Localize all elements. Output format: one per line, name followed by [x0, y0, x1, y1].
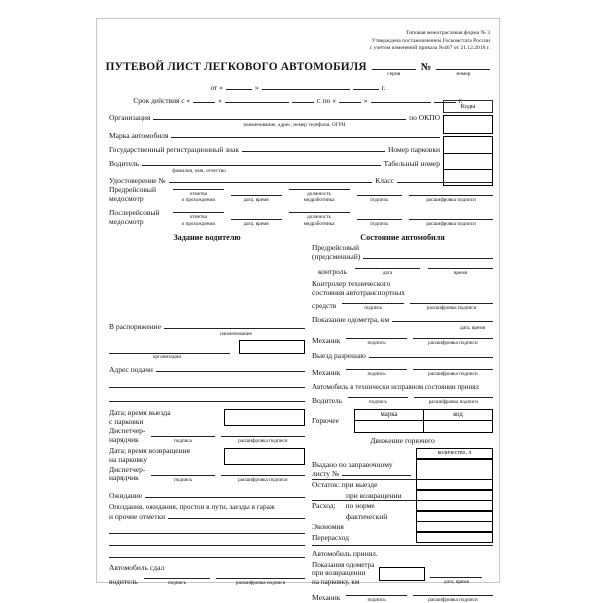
good-condition-label: Автомобиль в технически исправном состоянии принял — [312, 382, 479, 391]
disposal-label: В распоряжение — [109, 322, 162, 331]
blank-line — [346, 364, 406, 370]
date-from-label: от « — [210, 83, 223, 92]
exam-position-label: должность медработника — [303, 214, 335, 227]
fuel-overuse-row — [312, 533, 493, 544]
datetime-label: дата, время — [443, 579, 469, 586]
car-accepted-label: Автомобиль принял. — [312, 549, 378, 559]
fuel-cell — [416, 531, 493, 543]
class-label: Класс — [375, 176, 394, 185]
license-label: Удостоверение № — [109, 176, 166, 185]
signature-name-field — [413, 364, 493, 377]
car-brand-label: Марка автомобиля — [109, 131, 169, 140]
exam-mark-label: отметка о прохождении — [181, 214, 216, 227]
blank-line — [339, 96, 361, 103]
fuel-actual-label: фактический — [346, 511, 388, 521]
controller-label-line1: Контролер технического — [312, 278, 391, 288]
departure-allowed-row — [312, 351, 493, 360]
blank-space — [109, 246, 305, 322]
fuel-code-cell — [423, 420, 492, 432]
okpo-code-box — [443, 115, 493, 134]
mechanic-signature-row — [312, 364, 493, 377]
exam-datetime-label: дата, время — [243, 197, 269, 204]
note-line-1: Типовая межотраслевая форма № 3 — [405, 30, 490, 36]
number-blank — [436, 61, 490, 77]
quantity-header-cell: количество, л — [416, 448, 493, 460]
org-hint: организации — [152, 353, 182, 360]
signature-label: подпись — [364, 304, 383, 311]
fuel-overuse-label: Перерасход — [312, 532, 349, 542]
signature-field — [346, 333, 406, 346]
pre-shift-word: (предсменный) — [312, 252, 361, 262]
blank-line — [410, 298, 493, 304]
datetime-label: дата, время — [459, 325, 485, 332]
signature-field — [348, 392, 408, 405]
driver-task-header: Задание водителю — [173, 233, 241, 242]
disposal-row — [109, 322, 305, 331]
blank-line — [173, 207, 224, 213]
signature-label: подпись — [174, 476, 193, 483]
blank-line — [363, 252, 493, 259]
fuel-issued-row — [312, 460, 493, 481]
organization-label: Организация — [109, 113, 151, 122]
blank-line — [145, 491, 305, 498]
blank-line — [164, 322, 305, 329]
pre-trip-word2: медосмотр — [109, 193, 144, 203]
blank-line — [109, 545, 305, 546]
datetime-field — [430, 572, 482, 585]
blank-line — [109, 347, 230, 354]
signature-label: подпись — [370, 197, 389, 204]
blank-line — [153, 113, 406, 120]
parking-number-label: Номер парковки — [387, 145, 440, 154]
exam-signature-field — [357, 190, 403, 203]
form-title: ПУТЕВОЙ ЛИСТ ЛЕГКОВОГО АВТОМОБИЛЯ — [105, 61, 367, 73]
fuel-brand-header: марка — [380, 410, 398, 418]
blank-line — [216, 573, 305, 579]
post-trip-word2: медосмотр — [109, 217, 144, 227]
car-handed-label: Автомобиль сдал — [109, 562, 165, 572]
org-line-row — [109, 340, 305, 354]
departure-allowed-label: Выезд разрешаю — [312, 351, 366, 361]
controller-label-line2: состояния автотранспортных — [312, 288, 405, 298]
fuel-grid-value-row — [355, 420, 492, 432]
blank-line — [109, 387, 305, 388]
driver-accept-signature-row — [312, 392, 493, 405]
driver-hint: фамилия, имя, отчество — [172, 168, 226, 174]
signature-field — [346, 590, 406, 603]
time-field — [428, 263, 493, 276]
departure-datetime-box — [224, 409, 305, 426]
quote-close: » — [218, 96, 222, 105]
date-field — [355, 263, 420, 276]
signature-name-label: расшифровка подписи — [426, 220, 476, 227]
organization-row — [109, 113, 440, 122]
delays-note-label: и прочие отметки — [109, 512, 166, 522]
personnel-number-label: Табельный номер — [383, 159, 440, 168]
blank-line — [289, 184, 350, 190]
signature-name-label: расшифровка подписи — [238, 438, 288, 445]
blank-line — [109, 533, 305, 534]
post-trip-exam-label — [109, 209, 166, 227]
signature-name-field — [221, 470, 305, 483]
return-datetime-box — [224, 448, 305, 465]
blank-line — [369, 351, 493, 358]
odometer-label: Показание одометра, км — [312, 314, 390, 324]
dispatcher-signature-row — [109, 427, 305, 444]
validity-row — [97, 96, 499, 105]
blank-line — [413, 590, 493, 596]
pre-trip-exam-row — [109, 184, 493, 203]
fuel-economy-label: Экономия — [312, 522, 344, 532]
signature-name-field — [413, 590, 493, 603]
plate-label: Государственный регистрационный знак — [109, 145, 240, 154]
number-label: номер — [456, 71, 471, 77]
dispatcher-label: Диспетчер- нарядчик — [109, 464, 146, 483]
blank-line — [173, 184, 224, 190]
blank-line — [151, 470, 214, 476]
fuel-issued-label: Выдано по заправочному листу № — [312, 460, 416, 481]
dispatcher-label: Диспетчер- нарядчик — [109, 426, 146, 444]
exam-signature-name-field — [409, 214, 493, 227]
fuel-brand-cell — [355, 420, 423, 432]
year-label: г. — [458, 96, 463, 105]
pre-trip-exam-label — [109, 186, 166, 204]
blank-line — [355, 263, 420, 269]
form-approval-notes — [370, 30, 490, 53]
signature-name-label: расшифровка подписи — [238, 476, 288, 483]
driver-label: Водитель — [109, 159, 140, 168]
blank-line — [392, 315, 493, 322]
address-label: Адрес подачи — [109, 364, 153, 374]
delays-note-line2 — [109, 512, 305, 521]
blank-line — [414, 392, 493, 398]
blank-line — [409, 214, 493, 220]
driver-signature-row — [109, 573, 305, 586]
blank-line — [372, 61, 416, 70]
blank-line — [348, 392, 408, 398]
blank-line — [292, 96, 314, 103]
blank-line — [169, 176, 373, 183]
validity-to-label: г. по « — [316, 96, 336, 105]
signature-name-field — [413, 333, 493, 346]
medical-exams-block — [109, 184, 493, 227]
organization-block — [109, 113, 440, 185]
blank-line — [346, 590, 406, 596]
blank-line — [342, 298, 404, 304]
exam-position-field — [289, 184, 350, 203]
blank-line — [156, 365, 305, 372]
control-label: контроль — [318, 266, 347, 276]
mechanic-label: Механик — [312, 593, 341, 603]
okpo-label: по ОКПО — [409, 113, 440, 122]
driver-label: Водитель — [312, 396, 343, 406]
signature-label: подпись — [174, 438, 193, 445]
blank-line — [357, 214, 403, 220]
departure-label: Дата; время выезда с парковки — [109, 407, 171, 426]
blank-line — [231, 214, 282, 220]
driver-task-column — [109, 246, 305, 586]
mechanic-label: Механик — [312, 368, 341, 378]
car-brand-row — [109, 131, 440, 140]
blank-line — [371, 96, 431, 103]
control-row — [312, 263, 493, 276]
departure-row — [109, 409, 305, 426]
note-line-2: Утверждена постановлением Госкомстата России — [371, 37, 490, 44]
pre-shift-label-line1: Предрейсовый — [312, 243, 359, 252]
blank-line — [413, 364, 493, 370]
blank-line — [109, 401, 305, 402]
return-odometer-label: Показания одометра при возвращении на парковку, км — [312, 560, 375, 587]
exam-signature-name-field — [409, 190, 493, 203]
controller-signature-row — [312, 298, 493, 311]
return-label: Дата; время возвращения на парковку — [109, 446, 191, 465]
signature-name-label: расшифровка подписи — [235, 580, 286, 587]
signature-name-field — [410, 298, 493, 311]
fuel-label: Горючее — [312, 416, 339, 426]
exam-datetime-field — [231, 190, 282, 203]
quote-close: » — [363, 96, 368, 105]
fuel-grid-header-row — [355, 410, 492, 420]
car-condition-header: Состояние автомобиля — [360, 233, 445, 242]
blank-line — [289, 207, 350, 213]
waiting-row — [109, 491, 305, 500]
fuel-consumption-label: Расход: по норме — [312, 501, 375, 511]
blank-line — [242, 145, 385, 152]
signature-field — [342, 298, 404, 311]
blank-line — [357, 190, 403, 196]
waiting-label: Ожидание — [109, 490, 143, 500]
signature-name-field — [221, 431, 305, 444]
mechanic-signature-row — [312, 333, 493, 346]
fuel-return-label: при возвращении — [312, 491, 416, 502]
fuel-brand-grid — [354, 409, 493, 433]
return-odometer-box — [379, 567, 425, 581]
fuel-remainder-label: Остаток: при выезде — [312, 480, 378, 490]
signature-label: подпись — [367, 596, 386, 603]
fuel-table — [312, 409, 493, 433]
code-cell-marka — [444, 137, 492, 153]
post-trip-exam-row — [109, 207, 493, 226]
blank-line — [397, 176, 493, 183]
signature-name-label: расшифровка подписи — [428, 371, 478, 378]
dispatcher-signature-row — [109, 466, 305, 483]
signature-field — [151, 431, 214, 444]
note-line-3: с учетом изменений приказа №467 от 21.12.2018 г. — [369, 45, 490, 52]
blank-line — [142, 159, 381, 166]
blank-line — [413, 333, 493, 339]
exam-position-field — [289, 207, 350, 226]
blank-line — [226, 83, 252, 90]
blank-line — [231, 190, 282, 196]
mechanic-label: Механик — [312, 336, 341, 346]
mechanic-signature-row — [312, 590, 493, 603]
signature-name-field — [414, 392, 493, 405]
signature-field — [346, 364, 406, 377]
signature-field — [144, 573, 211, 586]
signature-label: подпись — [367, 371, 386, 378]
date-label: дата — [382, 269, 393, 276]
blank-line — [144, 573, 211, 579]
blank-line — [262, 83, 350, 90]
address-row — [109, 365, 305, 374]
pre-shift-line2 — [312, 252, 493, 261]
blank-line — [109, 557, 305, 558]
signature-name-label: расшифровка подписи — [426, 304, 477, 311]
blank-line — [430, 572, 482, 578]
car-condition-column — [312, 243, 493, 603]
fuel-issued-cell — [416, 458, 493, 480]
validity-from-label: Срок действия с « — [133, 96, 191, 105]
signature-name-label: расшифровка подписи — [428, 339, 478, 346]
signature-label: подпись — [367, 339, 386, 346]
signature-field — [151, 470, 214, 483]
form-title-row — [97, 61, 499, 77]
blank-line — [342, 469, 411, 476]
pre-trip-word1: Предрейсовый — [109, 184, 156, 194]
series-label: серия — [387, 71, 401, 77]
signature-name-label: расшифровка подписи — [426, 197, 476, 204]
return-odometer-row — [312, 561, 493, 587]
blank-line — [171, 131, 440, 138]
blank-line — [409, 190, 493, 196]
odometer-row — [312, 315, 493, 324]
blank-line — [151, 431, 214, 437]
blank-line — [221, 431, 305, 437]
blank-line — [312, 545, 493, 546]
exam-mark-field — [173, 207, 224, 226]
exam-position-label: должность медработника — [303, 191, 335, 204]
time-label: время — [453, 269, 467, 276]
exam-datetime-label: дата, время — [243, 220, 269, 227]
blank-line — [346, 333, 406, 339]
quote-close: » — [254, 83, 259, 92]
blank-line — [436, 61, 490, 70]
name-hint: наименование — [219, 331, 252, 338]
signature-name-label: расшифровка подписи — [428, 596, 478, 603]
controller-label-line3: средств — [312, 301, 337, 311]
driver-lowercase-label: водитель — [109, 576, 138, 586]
code-cell-parking — [444, 153, 492, 169]
exam-signature-field — [357, 214, 403, 227]
fuel-movement-header: Движение горючего — [370, 436, 435, 446]
signature-label: подпись — [370, 220, 389, 227]
post-trip-word1: Послерейсовый — [109, 208, 160, 218]
blank-line — [193, 96, 215, 103]
series-blank — [372, 61, 416, 77]
exam-mark-field — [173, 184, 224, 203]
waybill-form-sheet — [96, 18, 500, 603]
return-row — [109, 447, 305, 464]
blank-line — [353, 83, 379, 90]
year-label: г. — [381, 83, 386, 92]
org-code-box — [239, 340, 305, 354]
signature-label: подпись — [167, 580, 186, 587]
signature-name-label: расшифровка подписи — [428, 399, 479, 406]
fuel-code-header: код — [423, 410, 492, 420]
plate-row — [109, 145, 440, 154]
blank-line — [428, 263, 493, 269]
blank-line — [168, 512, 305, 519]
driver-row — [109, 159, 440, 168]
signature-name-field — [216, 573, 305, 586]
number-sign: № — [420, 62, 432, 73]
date-row — [97, 83, 499, 92]
organization-hint: наименование, адрес, номер телефона, ОГРН — [243, 122, 346, 128]
blank-line — [221, 470, 305, 476]
blank-line — [225, 96, 289, 103]
codes-header-box: Коды — [443, 100, 493, 113]
exam-mark-label: отметка о прохождении — [181, 191, 216, 204]
delays-note-line1: Опоздания, ожидания, простои в пути, заезды в гараж — [109, 503, 275, 512]
signature-label: подпись — [368, 399, 387, 406]
exam-datetime-field — [231, 214, 282, 227]
